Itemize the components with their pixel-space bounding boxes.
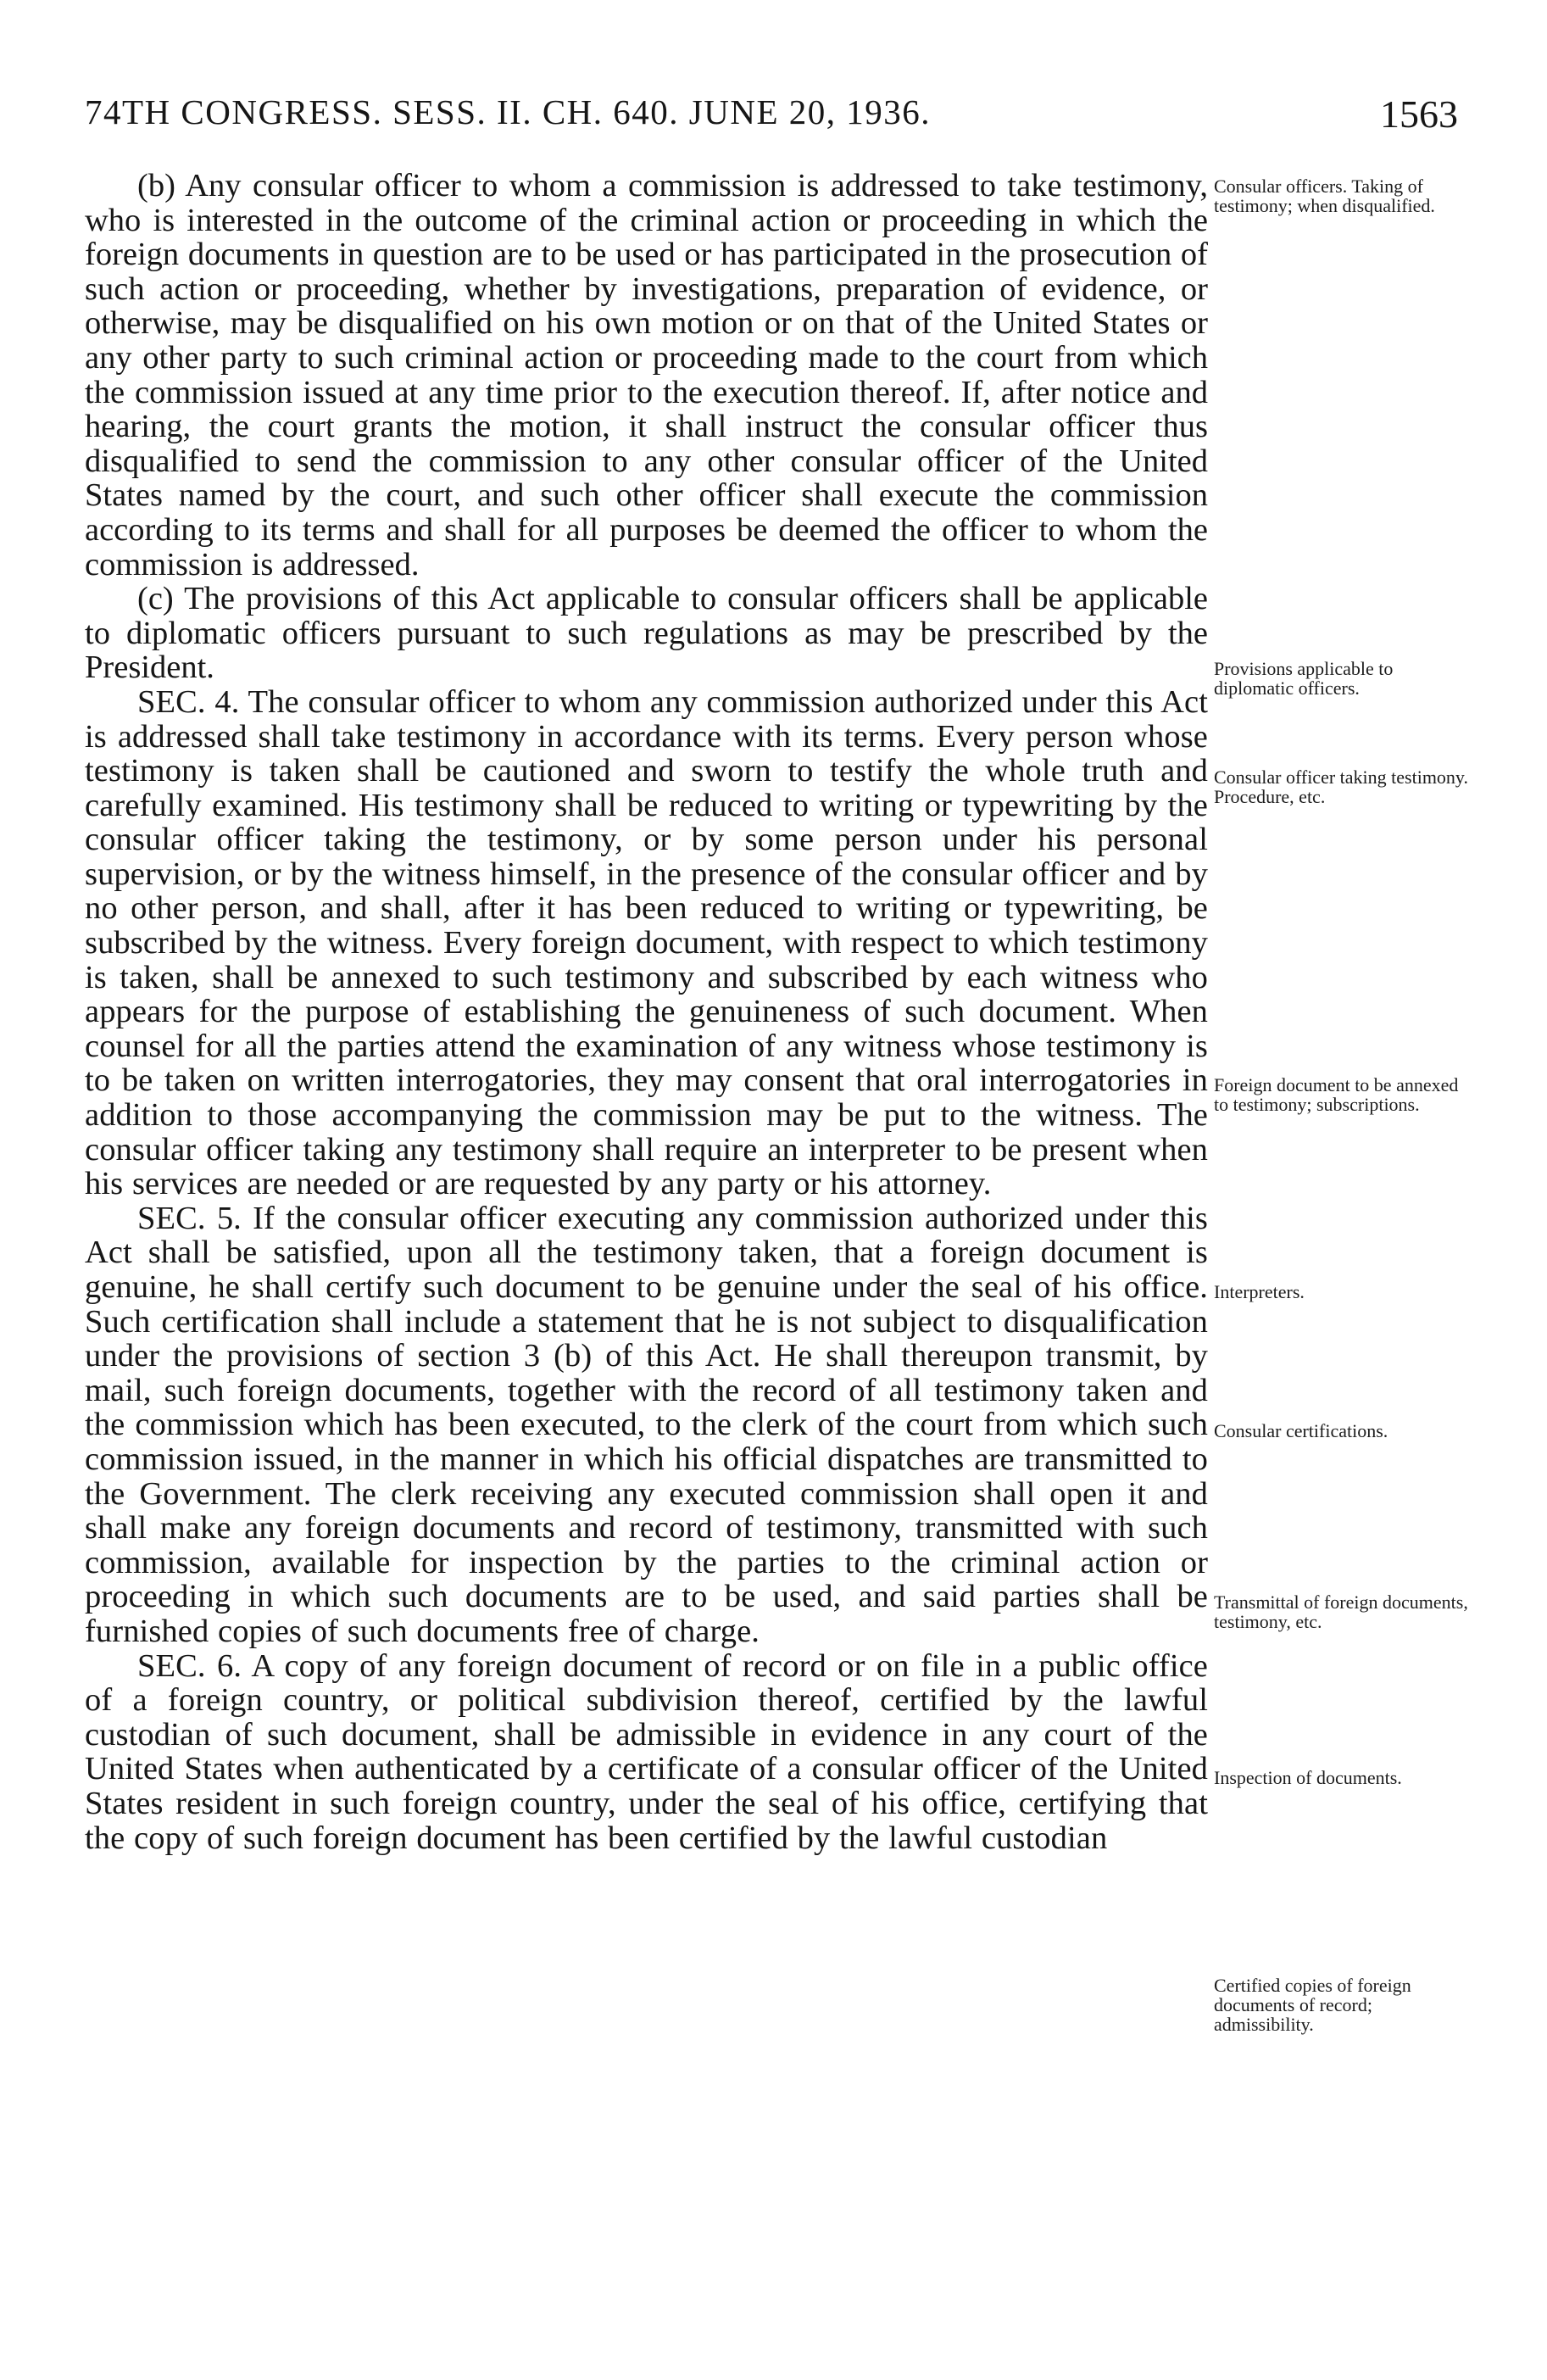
- running-head: [85, 92, 1458, 139]
- paragraph-section-4: SEC. 4. The consular officer to whom any commission authorized under this Act is addressed shall take testimony in accordance with its terms. Every person whose testimony is taken shall be cautioned and sworn to testify the whole truth and carefully examined. His testimony shall be reduced to writing or typewriting by the consular officer taking the testimony, or by some person under his personal supervision, or by the witness himself, in the presence of the consular officer and by no other person, and shall, after it has been reduced to writing or typewriting, be subscribed by the witness. Every foreign document, with respect to which testimony is taken, shall be annexed to such testimony and subscribed by each witness who appears for the purpose of establishing the genuineness of such document. When counsel for all the parties attend the examination of any witness whose testimony is to be taken on written interrogatories, they may consent that oral interrogatories in addition to those accompanying the commission may be put to the witness. The consular officer taking any testimony shall require an interpreter to be present when his services are needed or are requested by any party or his attorney.: [85, 683, 1208, 1202]
- margin-note-certified-copies: Certified copies of foreign documents of record; admissibility.: [1214, 1975, 1411, 2035]
- margin-note-inspection: Inspection of documents.: [1214, 1767, 1402, 1788]
- margin-note-consular-certifications: Consular certifications.: [1214, 1420, 1388, 1441]
- paragraph-section-6: SEC. 6. A copy of any foreign document of record or on file in a public office of a foreign country, or political subdivision thereof, certified by the lawful custodian of such document, shall be admissible in evidence in any court of the United States when authenticated by a certificate of a consular officer of the United States resident in such foreign country, under the seal of his office, certifying that the copy of such foreign document has been certified by the lawful custodian: [85, 1647, 1208, 1856]
- running-head-title: 74TH CONGRESS. SESS. II. CH. 640. JUNE 20, 1936.: [85, 92, 932, 131]
- margin-note-diplomatic-officers: Provisions applicable to diplomatic officers.: [1214, 658, 1394, 699]
- paragraph-section-5: SEC. 5. If the consular officer executing any commission authorized under this Act shall be satisfied, upon all the testimony taken, that a foreign document is genuine, he shall certify such document to be genuine under the seal of his office. Such certification shall include a statement that he is not subject to disqualification under the provisions of section 3 (b) of this Act. He shall thereupon transmit, by mail, such foreign documents, together with the record of all testimony taken and the commission which has been executed, to the clerk of the court from which such commission issued, in the manner in which his official dispatches are transmitted to the Government. The clerk receiving any executed commission shall open it and shall make any foreign documents and record of testimony, transmitted with such commission, available for inspection by the parties to the criminal action or proceeding in which such documents are to be used, and said parties shall be furnished copies of such documents free of charge.: [85, 1200, 1208, 1649]
- margin-note-foreign-document-annexed: Foreign document to be annexed to testimony; subscriptions.: [1214, 1074, 1459, 1115]
- margin-note-consular-disqualification: Consular officers. Taking of testimony; when disqualified.: [1214, 176, 1435, 216]
- page-number: 1563: [1380, 92, 1458, 136]
- margin-note-interpreters: Interpreters.: [1214, 1281, 1305, 1302]
- body-text: [85, 169, 1208, 1855]
- paragraph-subsection-c: (c) The provisions of this Act applicable to consular officers shall be applicable to diplomatic officers pursuant to such regulations as may be prescribed by the President.: [85, 581, 1208, 686]
- margin-note-transmittal: Transmittal of foreign documents, testimony, etc.: [1214, 1591, 1468, 1632]
- paragraph-subsection-b: (b) Any consular officer to whom a commission is addressed to take testimony, who is interested in the outcome of the criminal action or proceeding in which the foreign documents in question are to be used or has participated in the prosecution of such action or proceeding, whether by investigations, preparation of evidence, or otherwise, may be disqualified on his own motion or on that of the United States or any other party to such criminal action or proceeding made to the court from which the commission issued at any time prior to the execution thereof. If, after notice and hearing, the court grants the motion, it shall instruct the consular officer thus disqualified to send the commission to any other consular officer of the United States named by the court, and such other officer shall execute the commission according to its terms and shall for all purposes be deemed the officer to whom the commission is addressed.: [85, 168, 1208, 582]
- margin-note-testimony-procedure: Consular officer taking testimony. Procedure, etc.: [1214, 766, 1468, 807]
